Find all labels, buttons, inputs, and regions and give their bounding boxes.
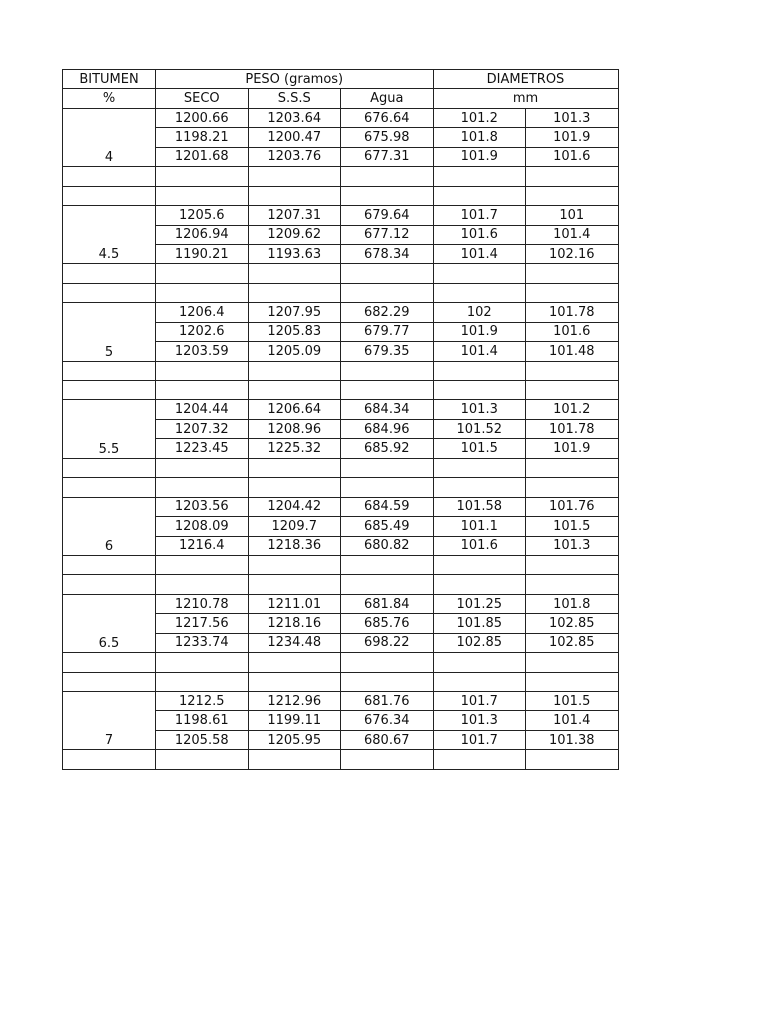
seco-cell: 1206.4 [156,303,249,322]
diameter-2-cell: 101.76 [526,497,619,516]
seco-cell: 1198.61 [156,711,249,730]
diameter-2-cell: 101.9 [526,128,619,147]
blank-row [63,653,619,672]
empty-cell [433,458,526,477]
empty-cell [433,361,526,380]
empty-cell [526,283,619,302]
bitumen-header: BITUMEN [63,70,156,89]
seco-cell: 1200.66 [156,108,249,127]
diameter-2-cell: 102.16 [526,244,619,263]
seco-cell: 1223.45 [156,439,249,458]
sss-cell: 1203.64 [248,108,341,127]
agua-cell: 679.35 [341,342,434,361]
empty-cell [248,381,341,400]
empty-cell [156,264,249,283]
empty-cell [433,264,526,283]
empty-cell [156,555,249,574]
agua-cell: 678.34 [341,244,434,263]
diameter-2-cell: 102.85 [526,633,619,652]
bitumen-value: 4 [63,108,156,166]
empty-cell [156,186,249,205]
empty-cell [341,361,434,380]
empty-cell [433,186,526,205]
header-row-2 [63,89,619,108]
empty-cell [341,264,434,283]
empty-cell [63,361,156,380]
sss-cell: 1205.95 [248,730,341,749]
empty-cell [248,672,341,691]
diameter-2-cell: 101.78 [526,303,619,322]
empty-cell [156,167,249,186]
sss-cell: 1207.31 [248,206,341,225]
agua-cell: 681.84 [341,594,434,613]
empty-cell [156,361,249,380]
seco-cell: 1202.6 [156,322,249,341]
empty-cell [63,672,156,691]
blank-row [63,264,619,283]
empty-cell [248,264,341,283]
diameter-2-cell: 101.6 [526,322,619,341]
data-table [62,69,619,770]
empty-cell [248,167,341,186]
empty-cell [526,575,619,594]
sss-cell: 1234.48 [248,633,341,652]
sss-cell: 1206.64 [248,400,341,419]
sss-cell: 1211.01 [248,594,341,613]
empty-cell [156,750,249,769]
empty-cell [63,167,156,186]
diameter-1-cell: 101.52 [433,419,526,438]
empty-cell [248,283,341,302]
sss-cell: 1193.63 [248,244,341,263]
agua-cell: 675.98 [341,128,434,147]
diameter-2-cell: 101.9 [526,439,619,458]
empty-cell [433,478,526,497]
empty-cell [526,264,619,283]
seco-cell: 1204.44 [156,400,249,419]
mm-header: mm [433,89,618,108]
diameter-2-cell: 101.6 [526,147,619,166]
diameter-1-cell: 101.85 [433,614,526,633]
empty-cell [341,167,434,186]
empty-cell [156,672,249,691]
empty-cell [63,478,156,497]
sss-cell: 1225.32 [248,439,341,458]
sss-cell: 1209.7 [248,517,341,536]
bitumen-value: 6.5 [63,594,156,652]
agua-header: Agua [341,89,434,108]
empty-cell [63,186,156,205]
empty-cell [526,653,619,672]
seco-cell: 1206.94 [156,225,249,244]
blank-row [63,361,619,380]
bitumen-value: 6 [63,497,156,555]
empty-cell [63,750,156,769]
blank-row [63,458,619,477]
diameter-1-cell: 101.6 [433,536,526,555]
diameter-2-cell: 101.48 [526,342,619,361]
diameter-1-cell: 101.3 [433,400,526,419]
agua-cell: 684.34 [341,400,434,419]
sss-cell: 1207.95 [248,303,341,322]
empty-cell [248,361,341,380]
seco-cell: 1233.74 [156,633,249,652]
empty-cell [63,458,156,477]
empty-cell [341,750,434,769]
empty-cell [433,750,526,769]
agua-cell: 680.67 [341,730,434,749]
sss-cell: 1204.42 [248,497,341,516]
agua-cell: 677.12 [341,225,434,244]
empty-cell [248,750,341,769]
empty-cell [526,381,619,400]
diameter-1-cell: 101.7 [433,206,526,225]
diameter-2-cell: 101.3 [526,108,619,127]
agua-cell: 681.76 [341,692,434,711]
diameter-1-cell: 101.6 [433,225,526,244]
diameter-1-cell: 101.4 [433,342,526,361]
empty-cell [341,575,434,594]
agua-cell: 676.64 [341,108,434,127]
empty-cell [248,478,341,497]
diameter-2-cell: 101.4 [526,711,619,730]
agua-cell: 679.77 [341,322,434,341]
sss-cell: 1203.76 [248,147,341,166]
empty-cell [433,381,526,400]
empty-cell [341,283,434,302]
agua-cell: 685.92 [341,439,434,458]
agua-cell: 677.31 [341,147,434,166]
empty-cell [341,186,434,205]
seco-cell: 1212.5 [156,692,249,711]
empty-cell [526,458,619,477]
empty-cell [156,458,249,477]
seco-cell: 1208.09 [156,517,249,536]
empty-cell [156,653,249,672]
empty-cell [526,555,619,574]
diameter-1-cell: 101.9 [433,322,526,341]
empty-cell [248,575,341,594]
bitumen-value: 5.5 [63,400,156,458]
empty-cell [526,167,619,186]
seco-cell: 1205.58 [156,730,249,749]
sss-cell: 1200.47 [248,128,341,147]
seco-cell: 1216.4 [156,536,249,555]
empty-cell [433,283,526,302]
blank-row [63,478,619,497]
sss-cell: 1218.16 [248,614,341,633]
diameter-1-cell: 101.4 [433,244,526,263]
seco-cell: 1210.78 [156,594,249,613]
empty-cell [526,672,619,691]
empty-cell [156,283,249,302]
empty-cell [341,555,434,574]
agua-cell: 685.49 [341,517,434,536]
seco-cell: 1203.56 [156,497,249,516]
sss-cell: 1208.96 [248,419,341,438]
seco-cell: 1198.21 [156,128,249,147]
sss-cell: 1209.62 [248,225,341,244]
agua-cell: 685.76 [341,614,434,633]
table-row [63,594,619,613]
sss-header: S.S.S [248,89,341,108]
diameter-2-cell: 101.5 [526,692,619,711]
diameter-1-cell: 101.1 [433,517,526,536]
bitumen-value: 5 [63,303,156,361]
table-header [63,70,619,109]
table-row [63,497,619,516]
sss-cell: 1218.36 [248,536,341,555]
diameter-2-cell: 101.4 [526,225,619,244]
table-row [63,206,619,225]
empty-cell [433,575,526,594]
empty-cell [248,555,341,574]
seco-cell: 1190.21 [156,244,249,263]
empty-cell [63,555,156,574]
empty-cell [433,672,526,691]
empty-cell [156,478,249,497]
table-body [63,108,619,769]
empty-cell [526,478,619,497]
blank-row [63,672,619,691]
diameter-1-cell: 101.58 [433,497,526,516]
empty-cell [63,264,156,283]
diameter-2-cell: 101.2 [526,400,619,419]
empty-cell [156,575,249,594]
empty-cell [433,653,526,672]
table-row [63,108,619,127]
diameter-1-cell: 102.85 [433,633,526,652]
diameter-1-cell: 101.3 [433,711,526,730]
diameter-2-cell: 101.78 [526,419,619,438]
diameter-1-cell: 101.8 [433,128,526,147]
agua-cell: 676.34 [341,711,434,730]
empty-cell [248,458,341,477]
sss-cell: 1212.96 [248,692,341,711]
empty-cell [433,167,526,186]
diameter-2-cell: 102.85 [526,614,619,633]
empty-cell [63,381,156,400]
seco-cell: 1217.56 [156,614,249,633]
empty-cell [526,750,619,769]
empty-cell [156,381,249,400]
percent-header: % [63,89,156,108]
agua-cell: 680.82 [341,536,434,555]
sss-cell: 1205.83 [248,322,341,341]
blank-row [63,575,619,594]
blank-row [63,750,619,769]
empty-cell [526,186,619,205]
peso-header: PESO (gramos) [156,70,434,89]
blank-row [63,167,619,186]
diameter-1-cell: 101.7 [433,730,526,749]
sss-cell: 1205.09 [248,342,341,361]
empty-cell [63,653,156,672]
blank-row [63,555,619,574]
agua-cell: 682.29 [341,303,434,322]
seco-cell: 1203.59 [156,342,249,361]
diameter-2-cell: 101.5 [526,517,619,536]
empty-cell [248,186,341,205]
diameter-1-cell: 101.5 [433,439,526,458]
sss-cell: 1199.11 [248,711,341,730]
diameter-1-cell: 101.2 [433,108,526,127]
diameter-1-cell: 101.7 [433,692,526,711]
agua-cell: 679.64 [341,206,434,225]
diameter-1-cell: 101.25 [433,594,526,613]
table-row [63,400,619,419]
table-row [63,692,619,711]
diameter-2-cell: 101 [526,206,619,225]
blank-row [63,381,619,400]
bitumen-value: 7 [63,692,156,750]
diameter-2-cell: 101.8 [526,594,619,613]
agua-cell: 698.22 [341,633,434,652]
blank-row [63,283,619,302]
empty-cell [433,555,526,574]
agua-cell: 684.59 [341,497,434,516]
blank-row [63,186,619,205]
seco-header: SECO [156,89,249,108]
seco-cell: 1205.6 [156,206,249,225]
empty-cell [341,381,434,400]
diameter-1-cell: 101.9 [433,147,526,166]
empty-cell [341,672,434,691]
header-row-1 [63,70,619,89]
bitumen-value: 4.5 [63,206,156,264]
diameter-2-cell: 101.3 [526,536,619,555]
seco-cell: 1207.32 [156,419,249,438]
empty-cell [63,283,156,302]
empty-cell [341,478,434,497]
seco-cell: 1201.68 [156,147,249,166]
empty-cell [526,361,619,380]
diametros-header: DIAMETROS [433,70,618,89]
diameter-2-cell: 101.38 [526,730,619,749]
empty-cell [341,458,434,477]
diameter-1-cell: 102 [433,303,526,322]
table-row [63,303,619,322]
empty-cell [341,653,434,672]
empty-cell [63,575,156,594]
empty-cell [248,653,341,672]
agua-cell: 684.96 [341,419,434,438]
